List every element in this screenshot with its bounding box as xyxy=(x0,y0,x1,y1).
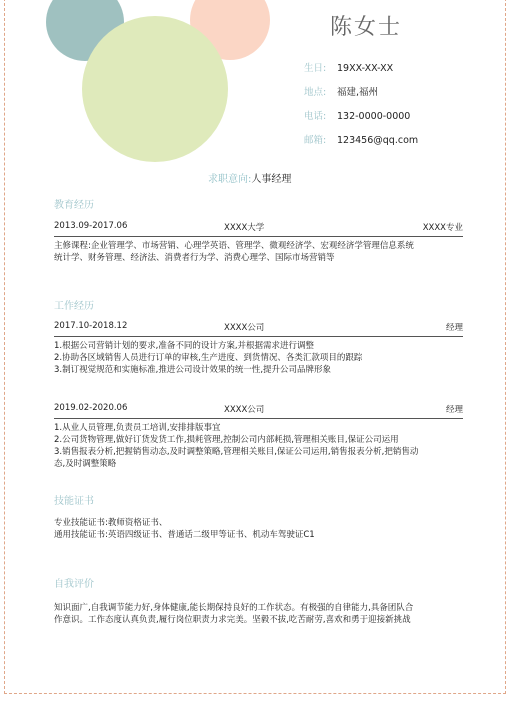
info-label: 电话: xyxy=(304,111,327,122)
text-line: 1.从业人员管理,负责员工培训,安排排版事宜 xyxy=(54,423,221,433)
info-value: 123456@qq.com xyxy=(337,135,419,146)
text-line: 知识面广,自我调节能力好,身体健康,能长期保持良好的工作状态。有极强的自律能力,具备团队合 xyxy=(54,603,414,613)
job-position: 经理 xyxy=(445,405,463,415)
job-position: 经理 xyxy=(445,323,463,333)
education-school: XXXX大学 xyxy=(224,223,265,233)
text-line: 态,及时调整策略 xyxy=(54,459,117,469)
text-line: 2.协助各区域销售人员进行订单的审核,生产进度、到货情况、各类汇款项目的跟踪 xyxy=(54,353,363,363)
job-intention-label: 求职意向: xyxy=(208,174,252,185)
info-value: 福建,福州 xyxy=(337,87,379,98)
divider xyxy=(54,336,463,337)
info-label: 邮箱: xyxy=(304,135,327,146)
info-value: 132-0000-0000 xyxy=(337,111,411,122)
education-courses xyxy=(54,240,466,264)
job-duties xyxy=(54,340,466,376)
text-line: 作意识。工作态度认真负责,履行岗位职责力求完美。坚毅不拔,吃苦耐劳,喜欢和勇于迎接新挑战 xyxy=(54,615,411,625)
text-line: 2.公司货物管理,做好订货发货工作,损耗管理,控制公司内部耗损,管理相关账目,保证公司运用 xyxy=(54,435,399,445)
decor-circle-green xyxy=(82,16,228,162)
text-line: 专业技能证书:教师资格证书、 xyxy=(54,518,168,528)
section-title-education: 教育经历 xyxy=(54,200,94,211)
candidate-name: 陈女士 xyxy=(330,15,403,40)
text-line: 3.销售报表分析,把握销售动态,及时调整策略,管理相关账目,保证公司运用,销售报表分析,把销售动 xyxy=(54,447,419,457)
job-duties xyxy=(54,422,466,470)
divider xyxy=(54,418,463,419)
text-line: 1.根据公司营销计划的要求,准备不同的设计方案,并根据需求进行调整 xyxy=(54,341,315,351)
job-row xyxy=(54,403,463,416)
info-label: 地点: xyxy=(304,87,327,98)
info-label: 生日: xyxy=(304,63,327,74)
job-company: XXXX公司 xyxy=(224,323,265,333)
text-line: 主修课程:企业管理学、市场营销、心理学英语、管理学、微观经济学、宏观经济学管理信息系统 xyxy=(54,241,414,251)
education-entry-row xyxy=(54,221,463,234)
section-title-work: 工作经历 xyxy=(54,301,94,312)
text-line: 统计学、财务管理、经济法、消费者行为学、消费心理学、国际市场营销等 xyxy=(54,253,335,263)
info-location xyxy=(304,84,378,98)
section-title-self-evaluation: 自我评价 xyxy=(54,579,94,590)
text-line: 通用技能证书:英语四级证书、普通话二级甲等证书、机动车驾驶证C1 xyxy=(54,530,315,540)
self-evaluation-content xyxy=(54,602,466,626)
job-date: 2017.10-2018.12 xyxy=(54,321,128,331)
text-line: 3.制订视觉规范和实施标准,推进公司设计效果的统一性,提升公司品牌形象 xyxy=(54,365,332,375)
job-date: 2019.02-2020.06 xyxy=(54,403,128,413)
info-phone xyxy=(304,108,410,122)
info-birthday xyxy=(304,60,393,74)
job-intention-value: 人事经理 xyxy=(251,174,292,185)
skills-content xyxy=(54,517,466,541)
info-value: 19XX-XX-XX xyxy=(337,63,394,74)
education-date: 2013.09-2017.06 xyxy=(54,221,128,231)
job-row xyxy=(54,321,463,334)
education-major: XXXX专业 xyxy=(422,223,463,233)
job-intention xyxy=(208,170,291,185)
divider xyxy=(54,236,463,237)
section-title-skills: 技能证书 xyxy=(54,496,94,507)
info-email xyxy=(304,132,418,146)
job-company: XXXX公司 xyxy=(224,405,265,415)
